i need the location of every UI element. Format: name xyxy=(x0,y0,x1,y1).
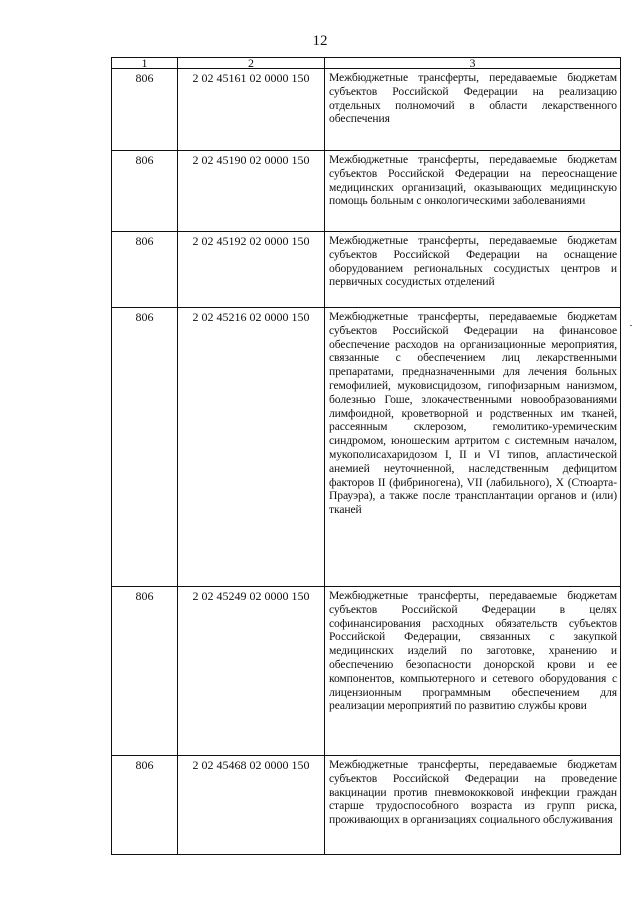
budget-code-cell: 2 02 45249 02 0000 150 xyxy=(178,587,325,756)
description-cell: Межбюджетные трансферты, передаваемые бюджетам субъектов Российской Федерации на реализацию отдельных полномочий в области лекарственного обеспечения xyxy=(325,69,621,151)
table-row xyxy=(112,69,621,151)
header-col-1: 1 xyxy=(112,58,178,69)
admin-code-cell: 806 xyxy=(112,308,178,587)
budget-code-cell: 2 02 45216 02 0000 150 xyxy=(178,308,325,587)
page-number: 12 xyxy=(312,33,328,49)
description-cell: Межбюджетные трансферты, передаваемые бюджетам субъектов Российской Федерации на переоснащение медицинских организаций, оказывающих медицинскую помощь больным с онкологическими заболеваниями xyxy=(325,151,621,232)
admin-code-cell: 806 xyxy=(112,232,178,308)
budget-code-cell: 2 02 45190 02 0000 150 xyxy=(178,151,325,232)
table-row xyxy=(112,756,621,855)
description-cell: Межбюджетные трансферты, передаваемые бюджетам субъектов Российской Федерации на проведение вакцинации против пневмококковой инфекции граждан старше трудоспособного возраста из групп риска, проживающих в организациях социального обслуживания xyxy=(325,756,621,855)
budget-code-cell: 2 02 45192 02 0000 150 xyxy=(178,232,325,308)
admin-code-cell: 806 xyxy=(112,587,178,756)
table-row xyxy=(112,587,621,756)
table-row xyxy=(112,151,621,232)
description-cell: Межбюджетные трансферты, передаваемые бюджетам субъектов Российской Федерации в целях софинансирования расходных обязательств субъектов Российской Федерации, связанных с закупкой медицинских изделий по заготовке, хранению и обеспечению безопасности донорской крови и ее компонентов, компьютерного и сетевого оборудования с лицензионным программным обеспечением для реализации мероприятий по развитию службы крови xyxy=(325,587,621,756)
budget-classification-table xyxy=(111,57,621,855)
scan-speck xyxy=(630,325,632,326)
description-cell: Межбюджетные трансферты, передаваемые бюджетам субъектов Российской Федерации на финансовое обеспечение расходов на организационные мероприятия, связанные с обеспечением лиц лекарственными препаратами, предназначенными для лечения больных гемофилией, муковисцидозом, гипофизарным нанизмом, болезнью Гоше, злокачественными новообразованиями лимфоидной, кроветворной и родственных им тканей, рассеянным склерозом, гемолитико-уремическим синдромом, юношеским артритом с системным началом, мукополисахаридозом I, II и VI типов, апластической анемией неуточненной, наследственным дефицитом факторов II (фибриногена), VII (лабильного), X (Стюарта-Прауэра), а также после трансплантации органов и (или) тканей xyxy=(325,308,621,587)
admin-code-cell: 806 xyxy=(112,151,178,232)
header-col-2: 2 xyxy=(178,58,325,69)
admin-code-cell: 806 xyxy=(112,69,178,151)
budget-code-cell: 2 02 45161 02 0000 150 xyxy=(178,69,325,151)
table-header-row xyxy=(112,58,621,69)
header-col-3: 3 xyxy=(325,58,621,69)
table-row xyxy=(112,308,621,587)
table-row xyxy=(112,232,621,308)
description-cell: Межбюджетные трансферты, передаваемые бюджетам субъектов Российской Федерации на оснащение оборудованием региональных сосудистых центров и первичных сосудистых отделений xyxy=(325,232,621,308)
admin-code-cell: 806 xyxy=(112,756,178,855)
budget-code-cell: 2 02 45468 02 0000 150 xyxy=(178,756,325,855)
